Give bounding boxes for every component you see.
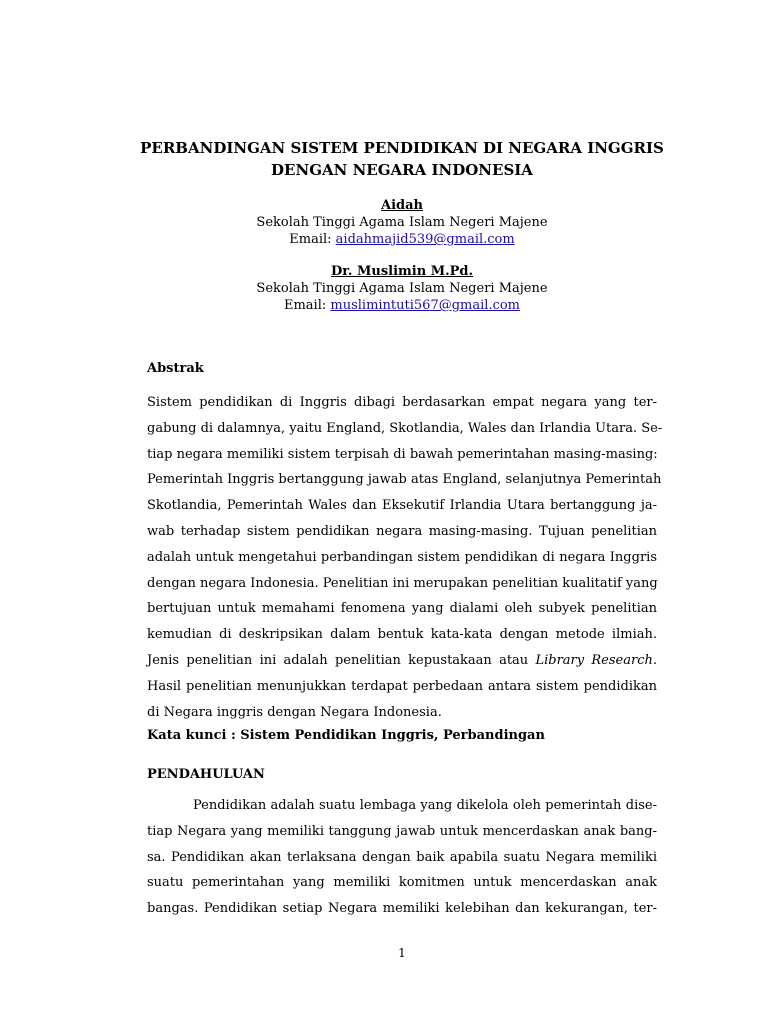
- abstract-line: di Negara inggris dengan Negara Indonesia.: [147, 704, 442, 720]
- abstract-line: adalah untuk mengetahui perbandingan sistem pendidikan di negara Inggris: [147, 549, 657, 565]
- abstract-line: tiap negara memiliki sistem terpisah di bawah pemerintahan masing-masing:: [147, 446, 658, 462]
- author-name: Dr. Muslimin M.Pd.: [331, 264, 473, 279]
- abstract-line-text: .: [652, 652, 657, 668]
- introduction-line: bangas. Pendidikan setiap Negara memiliki kelebihan dan kekurangan, ter-: [147, 901, 657, 917]
- introduction-line: suatu pemerintahan yang memiliki komitmen untuk mencerdaskan anak: [147, 875, 657, 891]
- abstract-line: kemudian di deskripsikan dalam bentuk kata-kata dengan metode ilmiah.: [147, 627, 657, 643]
- abstract-line: Sistem pendidikan di Inggris dibagi berdasarkan empat negara yang ter-: [147, 395, 657, 410]
- keywords: Kata kunci : Sistem Pendidikan Inggris, Perbandingan: [147, 728, 545, 743]
- email-label: Email:: [283, 298, 331, 313]
- email-label: Email:: [289, 232, 336, 247]
- abstract-line: dengan negara Indonesia. Penelitian ini merupakan penelitian kualitatif yang: [147, 575, 658, 591]
- introduction-line: Pendidikan adalah suatu lembaga yang dikelola oleh pemerintah dise-: [193, 798, 657, 813]
- abstract-line: Pemerintah Inggris bertanggung jawab atas England, selanjutnya Pemerintah: [147, 472, 662, 488]
- abstract-line: Skotlandia, Pemerintah Wales dan Eksekutif Irlandia Utara bertanggung ja-: [147, 498, 657, 514]
- title-line-2: DENGAN NEGARA INDONESIA: [271, 161, 533, 179]
- page-number: 1: [398, 946, 406, 960]
- author-affiliation: Sekolah Tinggi Agama Islam Negeri Majene: [256, 281, 548, 296]
- author-email-line: [150, 297, 654, 314]
- abstract-heading: Abstrak: [147, 361, 204, 376]
- paper-title: [100, 137, 704, 181]
- author-block-2: [150, 263, 654, 314]
- introduction-line: sa. Pendidikan akan terlaksana dengan baik apabila suatu Negara memiliki: [147, 849, 657, 865]
- author-affiliation: Sekolah Tinggi Agama Islam Negeri Majene: [256, 215, 548, 230]
- author-email-link[interactable]: muslimintuti567@gmail.com: [330, 298, 521, 313]
- author-name: Aidah: [381, 198, 423, 213]
- introduction-heading: PENDAHULUAN: [147, 767, 265, 782]
- title-line-1: PERBANDINGAN SISTEM PENDIDIKAN DI NEGARA INGGRIS: [140, 139, 664, 157]
- author-email-link[interactable]: aidahmajid539@gmail.com: [335, 232, 515, 247]
- introduction-body: [147, 793, 657, 922]
- abstract-line: [147, 648, 657, 674]
- abstract-body: [147, 390, 663, 725]
- abstract-line: gabung di dalamnya, yaitu England, Skotlandia, Wales dan Irlandia Utara. Se-: [147, 420, 663, 436]
- author-email-line: [150, 231, 654, 248]
- abstract-line: bertujuan untuk memahami fenomena yang dialami oleh subyek penelitian: [147, 601, 657, 617]
- abstract-line: wab terhadap sistem pendidikan negara masing-masing. Tujuan penelitian: [147, 523, 657, 539]
- author-block-1: [150, 197, 654, 248]
- introduction-line: tiap Negara yang memiliki tanggung jawab untuk mencerdaskan anak bang-: [147, 823, 657, 839]
- abstract-line-text: Jenis penelitian ini adalah penelitian kepustakaan atau: [147, 652, 536, 668]
- library-research-term: Library Research: [535, 652, 653, 668]
- abstract-line: Hasil penelitian menunjukkan terdapat perbedaan antara sistem pendidikan: [147, 678, 657, 694]
